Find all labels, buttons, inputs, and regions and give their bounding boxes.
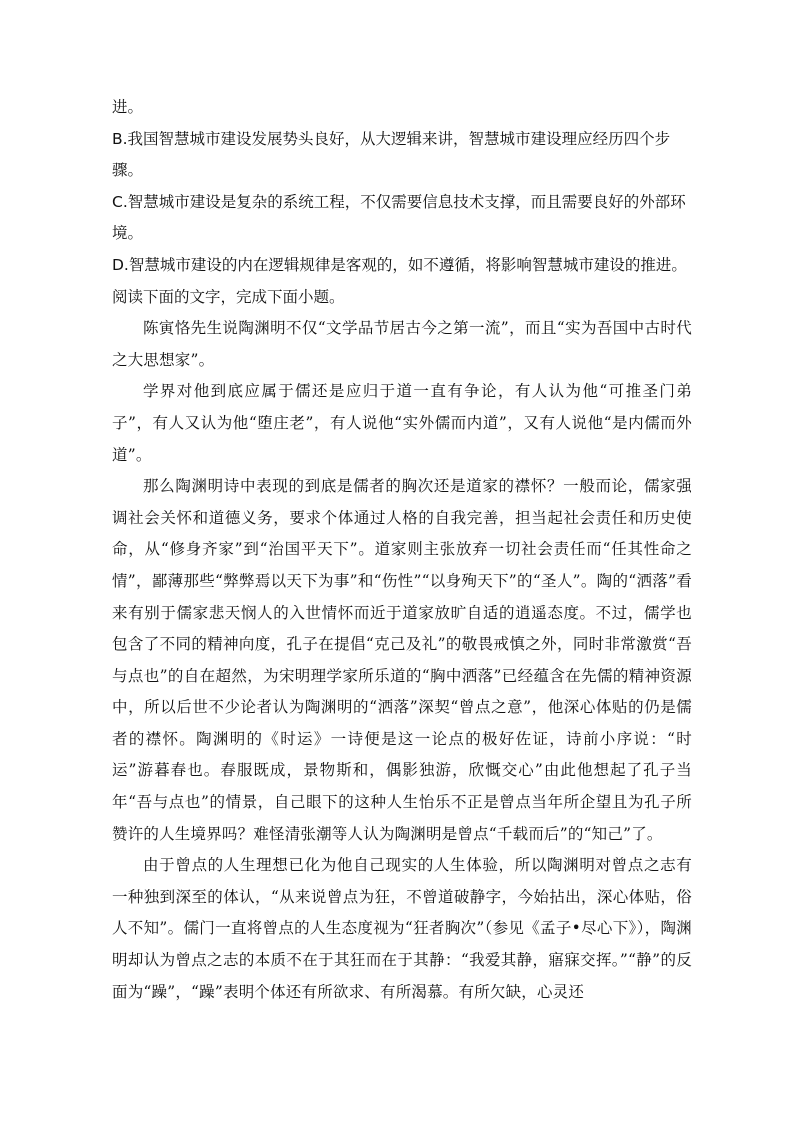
- page-content: [112, 92, 692, 1008]
- reading-instruction: 阅读下面的文字，完成下面小题。: [112, 287, 345, 306]
- option-b: B.我国智慧城市建设发展势头良好，从大逻辑来讲，智慧城市建设理应经历四个步骤。: [112, 129, 671, 180]
- option-a-tail: 进。: [112, 98, 144, 116]
- option-d: D.智慧城市建设的内在逻辑规律是客观的，如不遵循，将影响智慧城市建设的推进。: [112, 255, 687, 274]
- passage-paragraph-2: 学界对他到底应属于儒还是应归于道一直有争论，有人认为他“可推圣门弟子”，有人又认为他“堕庄老”，有人说他“实外儒而内道”，又有人说他“是内儒而外道”。: [112, 382, 692, 464]
- passage-paragraph-1: 陈寅恪先生说陶渊明不仅“文学品节居古今之第一流”，而且“实为吾国中古时代之大思想家”。: [112, 319, 692, 369]
- passage-paragraph-3: 那么陶渊明诗中表现的到底是儒者的胸次还是道家的襟怀？一般而论，儒家强调社会关怀和道德义务，要求个体通过人格的自我完善，担当起社会责任和历史使命，从“修身齐家”到“治国平天下”。道家则主张放弃一切社会责任而“任其性命之情”，鄙薄那些“弊弊焉以天下为事”和“伤性”“以身殉天下”的“圣人”。陶的“洒落”看来有别于儒家悲天悯人的入世情怀而近于道家放旷自适的逍遥态度。不过，儒学也包含了不同的精神向度，孔子在提倡“克己及礼”的敬畏戒慎之外，同时非常激赏“吾与点也”的自在超然，为宋明理学家所乐道的“胸中洒落”已经蕴含在先儒的精神资源中，所以后世不少论者认为陶渊明的“洒落”深契“曾点之意”，他深心体贴的仍是儒者的襟怀。陶渊明的《时运》一诗便是这一论点的极好佐证，诗前小序说：“时运”游暮春也。春服既成，景物斯和，偶影独游，欣慨交心”由此他想起了孔子当年“吾与点也”的情景，自己眼下的这种人生怡乐不正是曾点当年所企望且为孔子所赞许的人生境界吗？难怪清张潮等人认为陶渊明是曾点“千载而后”的“知己”了。: [112, 477, 692, 843]
- passage-paragraph-4: 由于曾点的人生理想已化为他自己现实的人生体验，所以陶渊明对曾点之志有一种独到深至的体认，“从来说曾点为狂，不曾道破静字，今始拈出，深心体贴，俗人不知”。儒门一直将曾点的人生态度视为“狂者胸次”（参见《孟子•尽心下》），陶渊明却认为曾点之志的本质不在于其狂而在于其静：“我爱其静，寤寐交挥。”“静”的反面为“躁”，“躁”表明个体还有所欲求、有所渴慕。有所欠缺，心灵还: [112, 856, 692, 1001]
- option-c: C.智慧城市建设是复杂的系统工程，不仅需要信息技术支撑，而且需要良好的外部环境。: [112, 192, 686, 243]
